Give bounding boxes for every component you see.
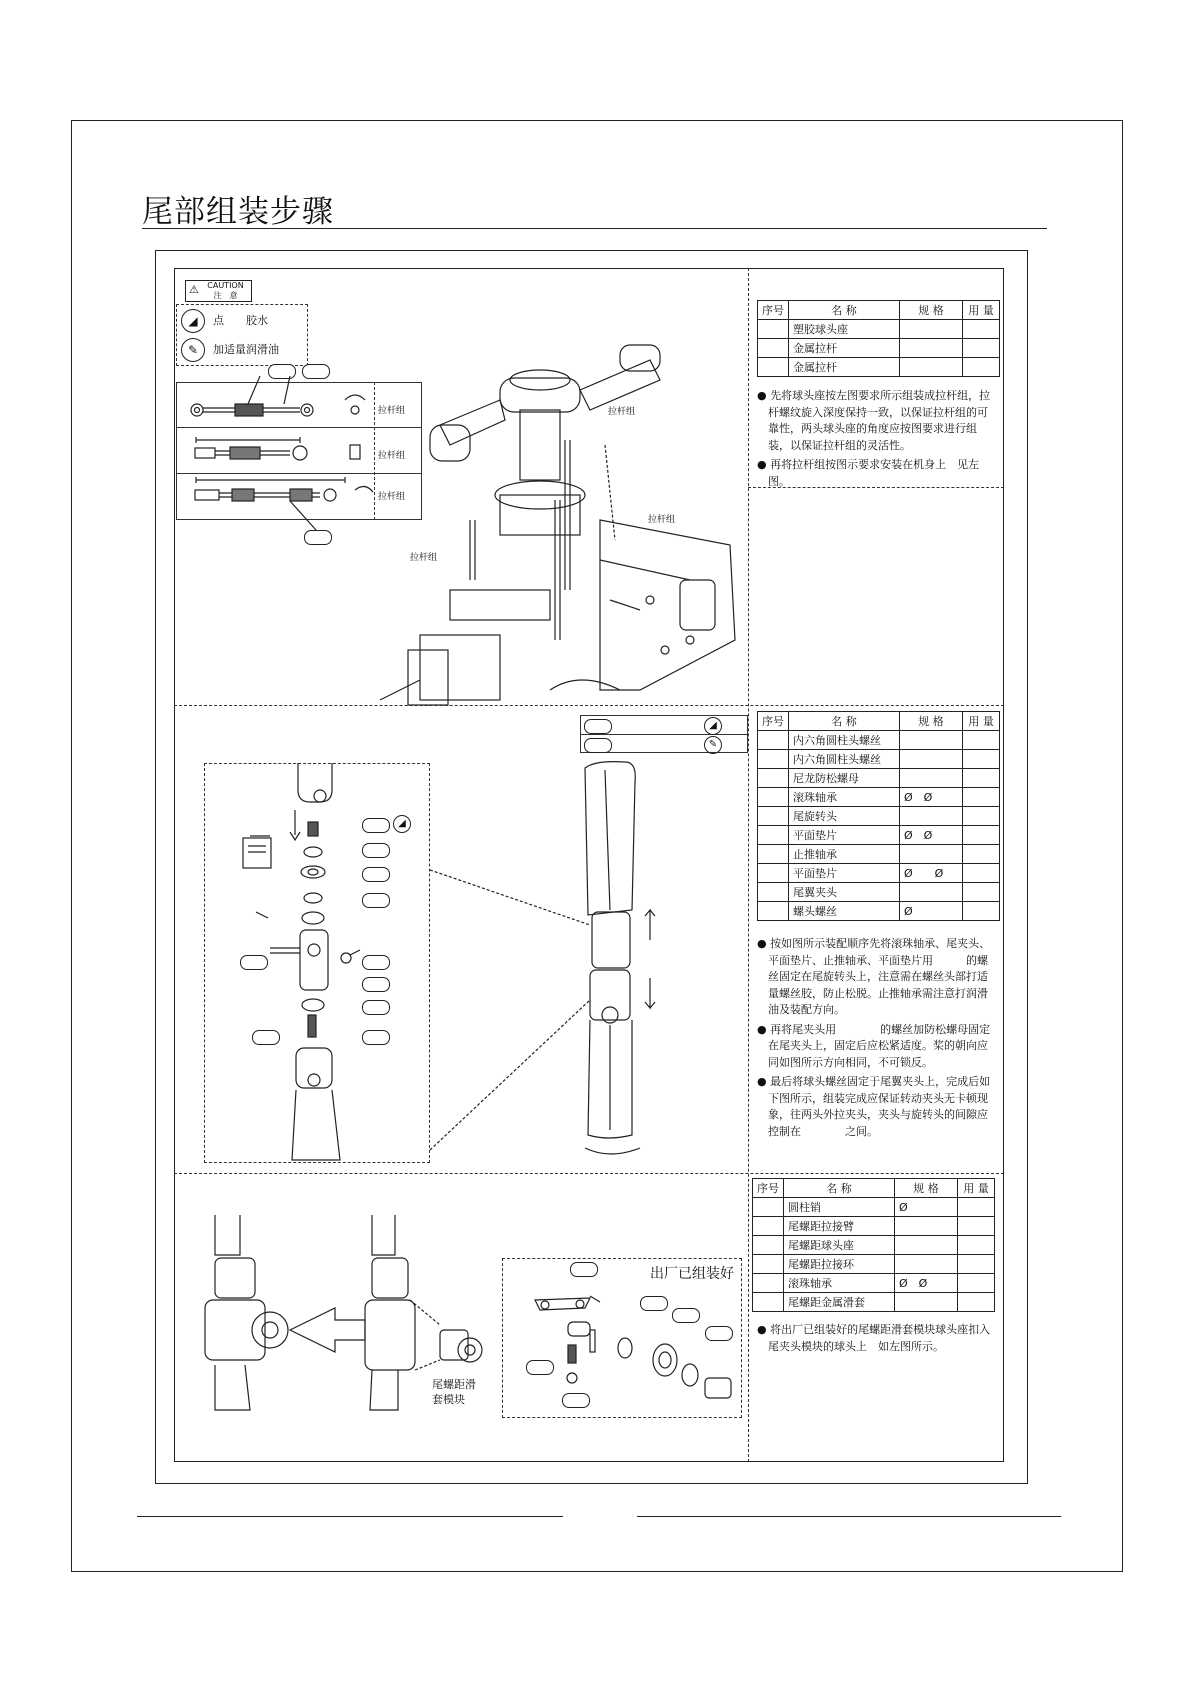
cell-qty: [963, 750, 1000, 769]
table-row: [758, 883, 1000, 902]
cell-qty: [963, 864, 1000, 883]
caution-text-cn: 注 意: [213, 291, 238, 300]
cell-qty: [963, 826, 1000, 845]
callout-bubble: [640, 1296, 668, 1311]
table-row: [753, 1255, 995, 1274]
callout-bubble: [362, 818, 390, 833]
cell-no: [758, 826, 789, 845]
cell-no: [758, 788, 789, 807]
col-header-qty: 用 量: [963, 712, 1000, 731]
cell-spec: [900, 807, 963, 826]
note-text: 将出厂已组装好的尾螺距滑套模块球头座扣入尾夹头模块的球头上 如左图所示。: [768, 1323, 991, 1353]
parts-table-1: [757, 300, 1000, 377]
cell-no: [758, 864, 789, 883]
cell-no: [753, 1236, 784, 1255]
callout-bubble: [302, 364, 330, 379]
cell-spec: [900, 731, 963, 750]
parts-table-2: [757, 711, 1000, 921]
glue-tube-icon: ◢: [704, 717, 722, 735]
grease-icon: ✎: [181, 338, 205, 362]
table-header-row: [758, 301, 1000, 320]
callout-bubble: [240, 955, 268, 970]
rod-group-label-1: 拉杆组: [378, 406, 406, 416]
cell-qty: [963, 807, 1000, 826]
linkage-row-rule-1: [176, 427, 422, 428]
cell-name: 金属拉杆: [789, 339, 900, 358]
cell-no: [758, 845, 789, 864]
cell-qty: [963, 845, 1000, 864]
note-text: 再将拉杆组按图示要求安装在机身上 见左图。: [768, 458, 980, 488]
cell-spec: [900, 845, 963, 864]
table-row: [753, 1293, 995, 1312]
cell-qty: [958, 1236, 995, 1255]
cell-name: 圆柱销: [784, 1198, 895, 1217]
col-header-spec: 规 格: [900, 712, 963, 731]
cell-spec: [895, 1236, 958, 1255]
cell-name: 平面垫片: [789, 864, 900, 883]
table-row: [758, 358, 1000, 377]
callout-bubble: [584, 738, 612, 753]
factory-assembled-label: 出厂已组装好: [650, 1266, 734, 1282]
footer-rule-right: [637, 1516, 1061, 1517]
linkage-row-rule-2: [176, 473, 422, 474]
cell-qty: [963, 731, 1000, 750]
callout-bubble: [584, 719, 612, 734]
col-header-name: 名 称: [784, 1179, 895, 1198]
caution-badge: [185, 280, 252, 302]
cell-name: 平面垫片: [789, 826, 900, 845]
cell-name: 内六角圆柱头螺丝: [789, 731, 900, 750]
cell-name: 滚珠轴承: [789, 788, 900, 807]
col-header-no: 序号: [758, 301, 789, 320]
col-header-qty: 用 量: [958, 1179, 995, 1198]
col-header-spec: 规 格: [900, 301, 963, 320]
callout-bubble: [362, 977, 390, 992]
cell-no: [758, 339, 789, 358]
cell-qty: [958, 1274, 995, 1293]
grease-label: 加适量润滑油: [213, 343, 279, 356]
glue-label: 点 胶水: [213, 314, 268, 327]
table-row: [758, 750, 1000, 769]
table-row: [758, 769, 1000, 788]
cell-qty: [963, 769, 1000, 788]
callout-bubble: [304, 530, 332, 545]
callout-bubble: [526, 1360, 554, 1375]
table-header-row: [753, 1179, 995, 1198]
callout-bubble: [362, 1000, 390, 1015]
cell-spec: Ø Ø: [900, 864, 963, 883]
table-row: [758, 320, 1000, 339]
cell-no: [758, 731, 789, 750]
rod-group-label-3: 拉杆组: [378, 492, 406, 502]
note-text: 先将球头座按左图要求所示组装成拉杆组，拉杆螺纹旋入深度保持一致，以保证拉杆组的可靠性，两头球头座的角度应按图要求进行组装，以保证拉杆组的灵活性。: [768, 389, 991, 452]
note-item: ● 先将球头座按左图要求所示组装成拉杆组，拉杆螺纹旋入深度保持一致，以保证拉杆组的可靠性，两头球头座的角度应按图要求进行组装，以保证拉杆组的灵活性。: [757, 389, 991, 452]
col-header-name: 名 称: [789, 301, 900, 320]
cell-qty: [958, 1255, 995, 1274]
table-row: [753, 1274, 995, 1293]
callout-bubble: [362, 1030, 390, 1045]
cell-no: [758, 750, 789, 769]
legend-grease: [181, 337, 279, 363]
note-item: ● 按如图所示装配顺序先将滚珠轴承、尾夹头、平面垫片、止推轴承、平面垫片用 的螺丝固定在尾旋转头上，注意需在螺丝头部打适量螺丝胶，防止松脱。止推轴承需注意打润滑油及装配方向。: [757, 937, 991, 1016]
callout-bubble: [268, 364, 296, 379]
cell-no: [758, 883, 789, 902]
cell-spec: Ø Ø: [900, 788, 963, 807]
footer-rule-left: [137, 1516, 563, 1517]
cell-spec: [900, 358, 963, 377]
cell-spec: Ø: [900, 902, 963, 921]
col-header-qty: 用 量: [963, 301, 1000, 320]
module-label-line1: 尾螺距滑: [432, 1378, 476, 1391]
notes-section-1: [756, 388, 992, 493]
note-text: 按如图所示装配顺序先将滚珠轴承、尾夹头、平面垫片、止推轴承、平面垫片用 的螺丝固定在尾旋转头上，注意需在螺丝头部打适量螺丝胶，防止松脱。止推轴承需注意打润滑油及装配方向。: [768, 937, 991, 1016]
module-label: [432, 1377, 476, 1407]
callout-bubble: [252, 1030, 280, 1045]
cell-qty: [963, 320, 1000, 339]
cell-spec: [895, 1217, 958, 1236]
cell-spec: [900, 320, 963, 339]
cell-no: [753, 1198, 784, 1217]
title-rule: [142, 228, 1047, 229]
cell-spec: Ø: [895, 1198, 958, 1217]
callout-bubble: [570, 1262, 598, 1277]
col-header-spec: 规 格: [895, 1179, 958, 1198]
callout-bubble: [362, 843, 390, 858]
glue-tube-icon: ◢: [393, 815, 411, 833]
cell-qty: [963, 883, 1000, 902]
cell-no: [753, 1293, 784, 1312]
table-row: [753, 1198, 995, 1217]
cell-name: 止推轴承: [789, 845, 900, 864]
cell-name: 尾旋转头: [789, 807, 900, 826]
table-row: [753, 1236, 995, 1255]
hardware-legend-rule: [580, 734, 748, 735]
cell-spec: [900, 883, 963, 902]
cell-name: 金属拉杆: [789, 358, 900, 377]
callout-bubble: [562, 1393, 590, 1408]
note-item: ● 将出厂已组装好的尾螺距滑套模块球头座扣入尾夹头模块的球头上 如左图所示。: [757, 1323, 991, 1353]
callout-bubble: [672, 1308, 700, 1323]
legend-box: [176, 304, 308, 366]
parts-table-3: [752, 1178, 995, 1312]
note-text: 最后将球头螺丝固定于尾翼夹头上，完成后如下图所示，组装完成应保证转动夹头无卡顿现象，往两头外拉夹头，夹头与旋转头的间隙应控制在 之间。: [768, 1075, 991, 1138]
cell-no: [753, 1255, 784, 1274]
rod-group-label-5: 拉杆组: [648, 515, 676, 525]
note-text: 再将尾夹头用 的螺丝加防松螺母固定在尾夹头上，固定后应松紧适度。桨的朝向应同如图所示方向相同，不可锁反。: [768, 1022, 991, 1069]
cell-no: [753, 1217, 784, 1236]
cell-name: 尾螺距拉接臂: [784, 1217, 895, 1236]
cell-qty: [963, 358, 1000, 377]
cell-no: [758, 769, 789, 788]
cell-qty: [963, 788, 1000, 807]
callout-bubble: [362, 893, 390, 908]
cell-name: 尼龙防松螺母: [789, 769, 900, 788]
note-item: ● 再将尾夹头用 的螺丝加防松螺母固定在尾夹头上，固定后应松紧适度。桨的朝向应同如图所示方向相同，不可锁反。: [757, 1022, 991, 1069]
page-title: 尾部组装步骤: [142, 194, 334, 230]
col-header-no: 序号: [758, 712, 789, 731]
cell-qty: [958, 1198, 995, 1217]
cell-name: 塑胶球头座: [789, 320, 900, 339]
cell-name: 内六角圆柱头螺丝: [789, 750, 900, 769]
cell-qty: [963, 902, 1000, 921]
cell-no: [758, 358, 789, 377]
cell-no: [753, 1274, 784, 1293]
table-row: [758, 864, 1000, 883]
cell-spec: Ø Ø: [900, 826, 963, 845]
table-row: [758, 731, 1000, 750]
col-header-name: 名 称: [789, 712, 900, 731]
cell-spec: [895, 1293, 958, 1312]
glue-tube-icon: ◢: [181, 309, 205, 333]
cell-name: 尾螺距金属滑套: [784, 1293, 895, 1312]
note-item: ● 再将拉杆组按图示要求安装在机身上 见左图。: [757, 458, 980, 488]
cell-name: 尾翼夹头: [789, 883, 900, 902]
cell-spec: [900, 339, 963, 358]
cell-name: 滚珠轴承: [784, 1274, 895, 1293]
cell-no: [758, 902, 789, 921]
notes-section-3: [756, 1322, 992, 1358]
col-header-no: 序号: [753, 1179, 784, 1198]
table-row: [758, 788, 1000, 807]
caution-text-en: CAUTION: [207, 281, 244, 290]
cell-name: 螺头螺丝: [789, 902, 900, 921]
module-label-line2: 套模块: [432, 1393, 465, 1406]
legend-glue: [181, 308, 268, 334]
callout-bubble: [362, 955, 390, 970]
table-row: [758, 807, 1000, 826]
table-row: [758, 902, 1000, 921]
notes-section-2: [756, 936, 992, 1143]
table-row: [758, 826, 1000, 845]
cell-name: 尾螺距球头座: [784, 1236, 895, 1255]
cell-qty: [958, 1293, 995, 1312]
cell-spec: [900, 750, 963, 769]
rod-group-label-2: 拉杆组: [378, 451, 406, 461]
rod-group-label-6: 拉杆组: [410, 553, 438, 563]
table-row: [758, 339, 1000, 358]
warning-triangle-icon: ⚠: [189, 283, 199, 296]
section-divider-1: [174, 705, 1004, 706]
grease-icon: ✎: [704, 736, 722, 754]
table-row: [753, 1217, 995, 1236]
cell-qty: [958, 1217, 995, 1236]
rod-group-label-4: 拉杆组: [608, 407, 636, 417]
callout-bubble: [705, 1326, 733, 1341]
note-item: ● 最后将球头螺丝固定于尾翼夹头上，完成后如下图所示，组装完成应保证转动夹头无卡顿现象，往两头外拉夹头，夹头与旋转头的间隙应控制在 之间。: [757, 1075, 991, 1138]
section-divider-2: [174, 1173, 1004, 1174]
cell-qty: [963, 339, 1000, 358]
table-row: [758, 845, 1000, 864]
linkage-box-divider: [374, 382, 375, 520]
cell-name: 尾螺距拉接环: [784, 1255, 895, 1274]
cell-no: [758, 807, 789, 826]
cell-spec: [895, 1255, 958, 1274]
cell-spec: [900, 769, 963, 788]
table-header-row: [758, 712, 1000, 731]
cell-spec: Ø Ø: [895, 1274, 958, 1293]
cell-no: [758, 320, 789, 339]
callout-bubble: [362, 867, 390, 882]
column-divider: [748, 268, 749, 1462]
